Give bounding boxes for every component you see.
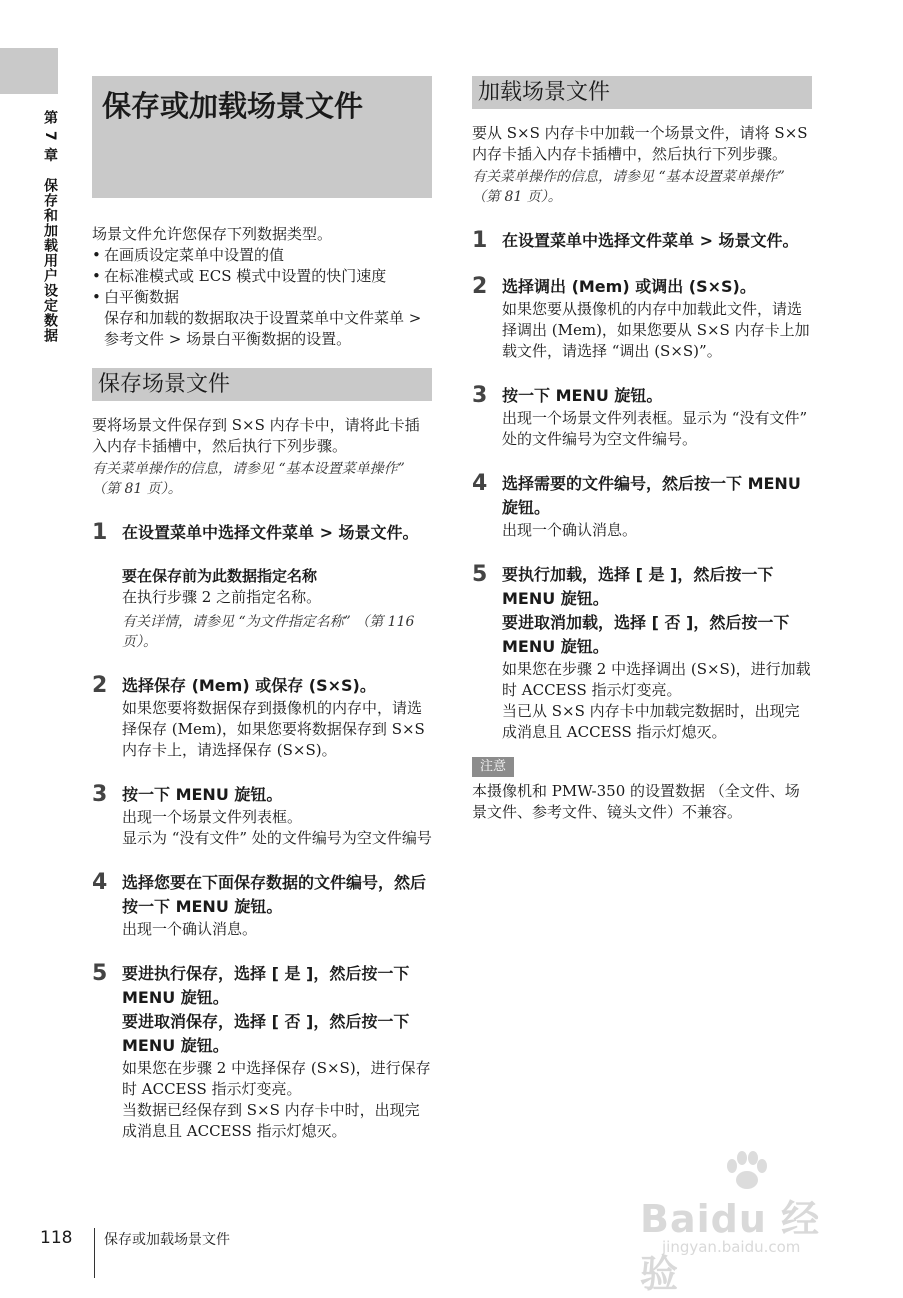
list-item: • 白平衡数据 [92, 287, 432, 308]
step-text: 如果您要从摄像机的内存中加载此文件，请选择调出 (Mem)，如果您要从 S×S 内存卡上加载文件，请选择 “调出 (S×S)”。 [502, 300, 810, 360]
save-step-2 [92, 674, 432, 761]
step-text: 出现一个场景文件列表框。显示为 “没有文件” 处的文件编号为空文件编号。 [502, 409, 808, 448]
load-step-1 [472, 229, 812, 253]
load-step-3 [472, 384, 812, 450]
step-number: 3 [92, 782, 108, 807]
step-title: 选择需要的文件编号，然后按一下 MENU 旋钮。 [502, 474, 801, 517]
load-intro: 要从 S×S 内存卡中加载一个场景文件，请将 S×S 内存卡插入内存卡插槽中，然后执行下列步骤。 [472, 124, 808, 163]
step-title: 选择您要在下面保存数据的文件编号，然后按一下 MENU 旋钮。 [122, 873, 427, 916]
step-subheading: 要在保存前为此数据指定名称 [122, 567, 318, 585]
step-number: 1 [92, 520, 108, 545]
note-label: 注意 [472, 757, 514, 777]
step-number: 4 [472, 471, 488, 496]
page-title-box [92, 76, 432, 198]
step-number: 1 [472, 228, 488, 253]
left-column [92, 76, 432, 1142]
footer-title: 保存或加载场景文件 [104, 1232, 230, 1248]
page-title: 保存或加载场景文件 [102, 89, 364, 123]
step-text: 出现一个场景文件列表框。 [122, 808, 303, 826]
chapter-title: 保存和加载用户设定数据 [42, 178, 58, 344]
save-step-1 [92, 521, 432, 652]
load-step-2 [472, 275, 812, 362]
step-text: 出现一个确认消息。 [122, 920, 258, 938]
note-text: 本摄像机和 PMW-350 的设置数据 （全文件、场景文件、参考文件、镜头文件）不兼容。 [472, 782, 800, 821]
step-title: 要进执行保存，选择 [ 是 ]，然后按一下 MENU 旋钮。 [122, 964, 410, 1007]
bullet-note: 保存和加载的数据取决于设置菜单中文件菜单 > 参考文件 > 场景白平衡数据的设置。 [104, 309, 422, 348]
step-text: 如果您在步骤 2 中选择调出 (S×S)，进行加载时 ACCESS 指示灯变亮。 [502, 660, 811, 699]
step-number: 5 [472, 562, 488, 587]
step-number: 4 [92, 870, 108, 895]
step-number: 2 [92, 673, 108, 698]
footer-divider [94, 1228, 95, 1278]
paw-icon [722, 1150, 770, 1190]
save-step-3 [92, 783, 432, 849]
list-item: • 在标准模式或 ECS 模式中设置的快门速度 [92, 266, 432, 287]
load-step-4 [472, 472, 812, 541]
page-number: 118 [40, 1228, 73, 1248]
chapter-tab [0, 48, 58, 94]
step-title-cancel: 要进取消保存，选择 [ 否 ]，然后按一下 MENU 旋钮。 [122, 1012, 410, 1055]
load-menu-reference: 有关菜单操作的信息，请参见 “基本设置菜单操作” （第 81 页）。 [472, 169, 785, 205]
step-title: 在设置菜单中选择文件菜单 > 场景文件。 [502, 231, 799, 250]
step-text: 如果您要将数据保存到摄像机的内存中，请选择保存 (Mem)，如果您要将数据保存到 S×S 内存卡上，请选择保存 (S×S)。 [122, 699, 425, 759]
step-text: 在执行步骤 2 之前指定名称。 [122, 588, 322, 606]
note-block [472, 755, 812, 823]
section-heading-save: 保存场景文件 [92, 368, 432, 401]
load-step-5 [472, 563, 812, 743]
step-text: 当已从 S×S 内存卡中加载完数据时，出现完成消息且 ACCESS 指示灯熄灭。 [502, 702, 800, 741]
step-title: 要执行加载，选择 [ 是 ]，然后按一下 MENU 旋钮。 [502, 565, 774, 608]
save-menu-reference: 有关菜单操作的信息，请参见 “基本设置菜单操作” （第 81 页）。 [92, 461, 405, 497]
step-title: 在设置菜单中选择文件菜单 > 场景文件。 [122, 523, 419, 542]
step-reference: 有关详情，请参见 “为文件指定名称” （第 116 页）。 [122, 614, 415, 650]
step-title: 选择调出 (Mem) 或调出 (S×S)。 [502, 277, 756, 296]
watermark-url: jingyan.baidu.com [662, 1238, 801, 1256]
step-number: 5 [92, 961, 108, 986]
step-number: 3 [472, 383, 488, 408]
step-title: 选择保存 (Mem) 或保存 (S×S)。 [122, 676, 376, 695]
data-type-list [92, 245, 432, 308]
step-text: 显示为 “没有文件” 处的文件编号为空文件编号 [122, 829, 432, 847]
section-heading-load: 加载场景文件 [472, 76, 812, 109]
save-step-5 [92, 962, 432, 1142]
baidu-watermark [640, 1150, 850, 1296]
chapter-side-title [40, 110, 60, 353]
right-column [472, 76, 812, 823]
step-title: 按一下 MENU 旋钮。 [502, 386, 663, 405]
save-intro: 要将场景文件保存到 S×S 内存卡中，请将此卡插入内存卡插槽中，然后执行下列步骤。 [92, 416, 420, 455]
save-step-4 [92, 871, 432, 940]
intro-text: 场景文件允许您保存下列数据类型。 [92, 225, 333, 243]
chapter-number: 第 7 章 [42, 110, 58, 163]
step-text: 出现一个确认消息。 [502, 521, 638, 539]
step-text: 如果您在步骤 2 中选择保存 (S×S)，进行保存时 ACCESS 指示灯变亮。 [122, 1059, 431, 1098]
step-title-cancel: 要进取消加载，选择 [ 否 ]，然后按一下 MENU 旋钮。 [502, 613, 790, 656]
step-number: 2 [472, 274, 488, 299]
watermark-brand: Baidu 经验 [640, 1197, 821, 1296]
list-item: • 在画质设定菜单中设置的值 [92, 245, 432, 266]
step-text: 当数据已经保存到 S×S 内存卡中时，出现完成消息且 ACCESS 指示灯熄灭。 [122, 1101, 420, 1140]
step-title: 按一下 MENU 旋钮。 [122, 785, 283, 804]
